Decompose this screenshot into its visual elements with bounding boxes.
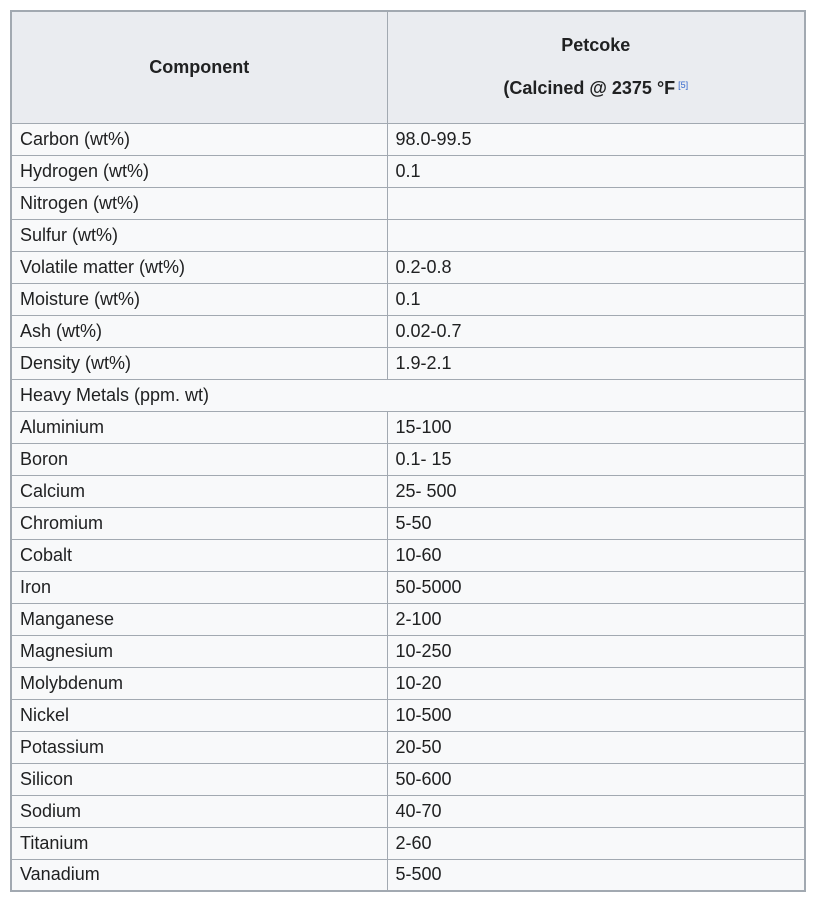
component-cell: Potassium [11, 731, 387, 763]
value-cell: 25- 500 [387, 475, 805, 507]
value-cell: 10-250 [387, 635, 805, 667]
value-cell: 2-60 [387, 827, 805, 859]
component-cell: Hydrogen (wt%) [11, 155, 387, 187]
component-cell: Chromium [11, 507, 387, 539]
reference-link[interactable]: [5] [678, 80, 689, 91]
value-cell: 5-50 [387, 507, 805, 539]
value-cell: 10-20 [387, 667, 805, 699]
component-header: Component [11, 11, 387, 123]
table-row [11, 155, 805, 187]
component-cell: Aluminium [11, 411, 387, 443]
section-heading: Heavy Metals (ppm. wt) [11, 379, 805, 411]
table-row [11, 315, 805, 347]
table-row [11, 123, 805, 155]
petcoke-header-title: Petcoke [561, 35, 631, 56]
component-cell: Nickel [11, 699, 387, 731]
component-cell: Calcium [11, 475, 387, 507]
value-cell [387, 187, 805, 219]
composition-table [10, 10, 806, 892]
value-cell: 15-100 [387, 411, 805, 443]
value-cell: 0.1- 15 [387, 443, 805, 475]
value-cell: 0.1 [387, 155, 805, 187]
component-cell: Magnesium [11, 635, 387, 667]
table-row [11, 251, 805, 283]
table-row [11, 763, 805, 795]
component-cell: Vanadium [11, 859, 387, 891]
table-row [11, 603, 805, 635]
table-body [11, 123, 805, 891]
value-cell: 50-5000 [387, 571, 805, 603]
value-cell: 5-500 [387, 859, 805, 891]
petcoke-header-subtitle [396, 78, 797, 99]
component-cell: Iron [11, 571, 387, 603]
petcoke-header-condition: (Calcined @ 2375 °F [503, 78, 676, 99]
value-cell [387, 219, 805, 251]
component-cell: Manganese [11, 603, 387, 635]
component-cell: Molybdenum [11, 667, 387, 699]
component-cell: Boron [11, 443, 387, 475]
component-cell: Titanium [11, 827, 387, 859]
table-row [11, 219, 805, 251]
value-cell: 98.0-99.5 [387, 123, 805, 155]
table-row [11, 475, 805, 507]
table-row [11, 795, 805, 827]
table-row [11, 731, 805, 763]
table-row [11, 283, 805, 315]
section-row [11, 379, 805, 411]
table-row [11, 507, 805, 539]
component-cell: Cobalt [11, 539, 387, 571]
component-cell: Density (wt%) [11, 347, 387, 379]
petcoke-header [387, 11, 805, 123]
header-row [11, 11, 805, 123]
value-cell: 0.02-0.7 [387, 315, 805, 347]
table-row [11, 827, 805, 859]
component-cell: Sodium [11, 795, 387, 827]
table-row [11, 411, 805, 443]
value-cell: 10-60 [387, 539, 805, 571]
table-row [11, 539, 805, 571]
table-row [11, 859, 805, 891]
component-cell: Sulfur (wt%) [11, 219, 387, 251]
component-cell: Silicon [11, 763, 387, 795]
component-cell: Carbon (wt%) [11, 123, 387, 155]
table-row [11, 443, 805, 475]
value-cell: 10-500 [387, 699, 805, 731]
table-row [11, 699, 805, 731]
table-row [11, 571, 805, 603]
value-cell: 40-70 [387, 795, 805, 827]
component-cell: Moisture (wt%) [11, 283, 387, 315]
table-row [11, 635, 805, 667]
value-cell: 0.1 [387, 283, 805, 315]
value-cell: 0.2-0.8 [387, 251, 805, 283]
component-cell: Ash (wt%) [11, 315, 387, 347]
value-cell: 50-600 [387, 763, 805, 795]
value-cell: 1.9-2.1 [387, 347, 805, 379]
table-row [11, 347, 805, 379]
component-cell: Nitrogen (wt%) [11, 187, 387, 219]
table-row [11, 187, 805, 219]
component-cell: Volatile matter (wt%) [11, 251, 387, 283]
value-cell: 20-50 [387, 731, 805, 763]
table-row [11, 667, 805, 699]
value-cell: 2-100 [387, 603, 805, 635]
